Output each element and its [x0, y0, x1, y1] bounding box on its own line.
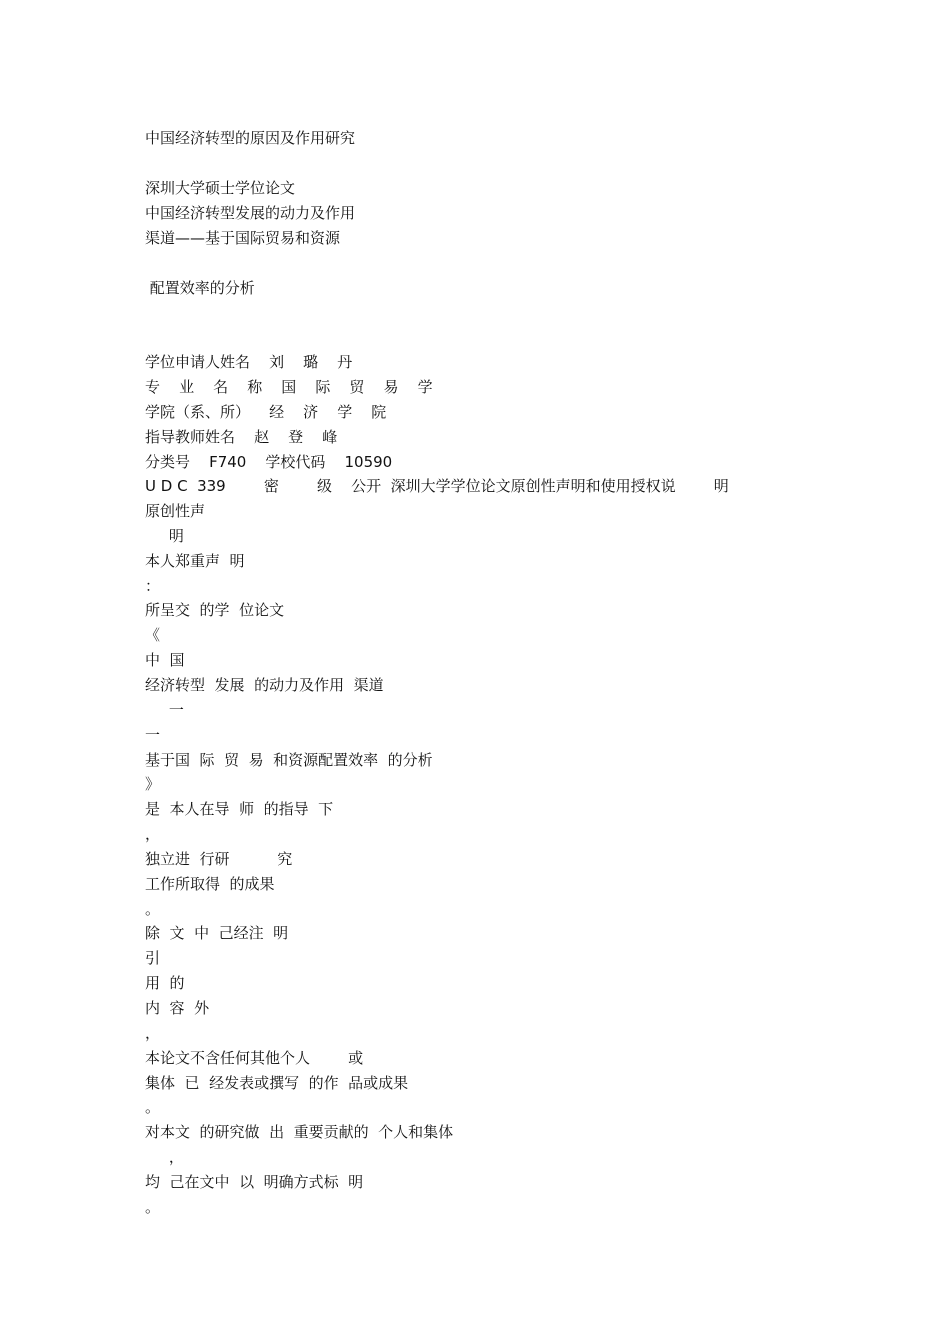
declaration-line: 基于国 际 贸 易 和资源配置效率 的分析 — [145, 751, 433, 769]
declaration-line: ： — [145, 577, 161, 595]
classification-codes: 分类号 F740 学校代码 10590 — [145, 453, 393, 471]
major-name: 专 业 名 称 国 际 贸 易 学 — [145, 378, 433, 396]
declaration-line: ， — [145, 1024, 161, 1042]
thesis-title-line-3: 配置效率的分析 — [145, 279, 255, 297]
declaration-line: 》 — [145, 775, 161, 793]
declaration-line: 集体 已 经发表或撰写 的作 品或成果 — [145, 1074, 409, 1092]
thesis-title-line-2: 渠道——基于国际贸易和资源 — [145, 229, 341, 247]
declaration-line: 一 — [145, 701, 184, 719]
applicant-name: 学位申请人姓名 刘 璐 丹 — [145, 353, 353, 371]
declaration-line: 对本文 的研究做 出 重要贡献的 个人和集体 — [145, 1123, 454, 1141]
declaration-line: ， — [145, 1148, 184, 1166]
thesis-title-line-1: 中国经济转型发展的动力及作用 — [145, 204, 356, 222]
declaration-line: 。 — [145, 900, 161, 918]
declaration-line: 是 本人在导 师 的指导 下 — [145, 800, 334, 818]
declaration-line: 原创性声 — [145, 502, 206, 520]
declaration-line: 用 的 — [145, 974, 185, 992]
declaration-line: ， — [145, 825, 161, 843]
declaration-line: 本论文不含任何其他个人 或 — [145, 1049, 364, 1067]
college-name: 学院（系、所） 经 济 学 院 — [145, 403, 387, 421]
declaration-line: 本人郑重声 明 — [145, 552, 245, 570]
declaration-line: 《 — [145, 626, 161, 644]
declaration-line: 除 文 中 己经注 明 — [145, 924, 289, 942]
udc-line: U D C 339 密 级 公开 深圳大学学位论文原创性声明和使用授权说 明 — [145, 477, 729, 495]
document-title: 中国经济转型的原因及作用研究 — [145, 129, 356, 147]
declaration-line: 独立进 行研 究 — [145, 850, 293, 868]
declaration-line: 。 — [145, 1098, 161, 1116]
declaration-line: 。 — [145, 1198, 161, 1216]
declaration-line: 明 — [145, 527, 184, 545]
declaration-line: 内 容 外 — [145, 999, 210, 1017]
declaration-line: 经济转型 发展 的动力及作用 渠道 — [145, 676, 384, 694]
thesis-type: 深圳大学硕士学位论文 — [145, 179, 296, 197]
declaration-line: 引 — [145, 949, 161, 967]
declaration-line: 均 己在文中 以 明确方式标 明 — [145, 1173, 364, 1191]
declaration-line: 所呈交 的学 位论文 — [145, 601, 285, 619]
advisor-name: 指导教师姓名 赵 登 峰 — [145, 428, 338, 446]
declaration-line: 一 — [145, 726, 161, 744]
declaration-line: 工作所取得 的成果 — [145, 875, 275, 893]
declaration-line: 中 国 — [145, 651, 185, 669]
